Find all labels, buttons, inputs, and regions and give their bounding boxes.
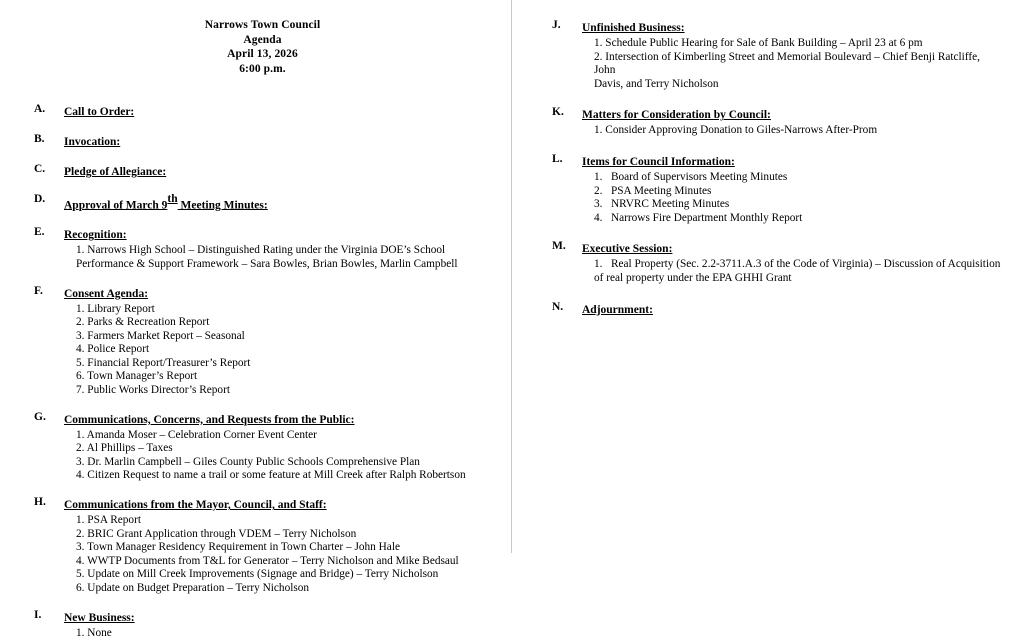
agenda-item-l [552, 152, 1004, 225]
item-title-part2: Meeting Minutes: [177, 199, 268, 212]
item-title: Matters for Consideration by Council: [582, 109, 771, 122]
list-item: Davis, and Terry Nicholson [594, 77, 719, 90]
item-letter: N. [552, 300, 564, 313]
agenda-item-c [34, 162, 491, 180]
list-item: 2. Intersection of Kimberling Street and Memorial Boulevard – Chief Benji Ratcliffe, John [594, 50, 983, 77]
item-body [582, 105, 1004, 138]
item-letter: E. [34, 226, 45, 239]
list-item: 1. Schedule Public Hearing for Sale of Bank Building – April 23 at 6 pm [594, 37, 923, 49]
list-item: 2. PSA Meeting Minutes [594, 184, 712, 197]
item-letter: K. [552, 106, 564, 119]
header-line-time: 6:00 p.m. [239, 62, 286, 75]
sub-list [64, 303, 491, 398]
sub-list [64, 429, 491, 483]
list-item: 5. Financial Report/Treasurer’s Report [76, 356, 251, 369]
agenda-item-i [34, 608, 491, 640]
agenda-item-f [34, 284, 491, 398]
agenda-item-e [34, 225, 491, 271]
item-title: Invocation: [64, 136, 121, 148]
list-item: 1. None [76, 626, 112, 639]
item-letter: I. [34, 608, 42, 621]
item-letter: H. [34, 496, 46, 509]
item-body [64, 495, 491, 596]
list-item: Performance & Support Framework – Sara Bowles, Brian Bowles, Marlin Campbell [76, 257, 458, 270]
sub-list [64, 244, 491, 271]
list-item: 3. Farmers Market Report – Seasonal [76, 329, 245, 342]
item-title: Executive Session: [582, 243, 673, 256]
item-title: Unfinished Business: [582, 22, 685, 34]
list-item: 2. Parks & Recreation Report [76, 316, 210, 329]
item-title: Adjournment: [582, 303, 653, 316]
item-letter: F. [34, 284, 43, 297]
item-body [582, 300, 1004, 318]
agenda-item-a [34, 102, 491, 120]
list-item: 1. Real Property (Sec. 2.2-3711.A.3 of the Code of Virginia) – Discussion of Acquisition [594, 258, 1001, 271]
agenda-item-b [34, 132, 491, 150]
item-title: Consent Agenda: [64, 287, 149, 300]
agenda-item-j [552, 18, 1004, 91]
header-line-doctype: Agenda [243, 33, 282, 46]
sub-list [582, 258, 1004, 285]
item-letter: B. [34, 133, 45, 145]
list-item: 6. Update on Budget Preparation – Terry Nicholson [76, 582, 310, 595]
item-letter: A. [34, 103, 46, 115]
document-header [34, 18, 491, 76]
agenda-item-h [34, 495, 491, 596]
agenda-item-n [552, 300, 1004, 318]
item-body [64, 284, 491, 398]
sub-list [582, 37, 1004, 91]
list-item: 2. Al Phillips – Taxes [76, 442, 173, 455]
agenda-item-g [34, 410, 491, 483]
list-item: 2. BRIC Grant Application through VDEM – Terry Nicholson [76, 527, 357, 540]
left-column [0, 0, 511, 639]
right-column [512, 0, 1024, 553]
item-letter: D. [34, 193, 46, 205]
list-item: 1. PSA Report [76, 514, 141, 527]
item-body [64, 410, 491, 483]
sub-list [582, 171, 1004, 225]
item-title: Call to Order: [64, 106, 135, 118]
list-item: of real property under the EPA GHHI Grant [594, 271, 792, 284]
sub-list [64, 514, 491, 596]
item-body [64, 192, 491, 213]
list-item: 4. WWTP Documents from T&L for Generator – Terry Nicholson and Mike Bedsaul [76, 554, 459, 567]
item-body [64, 162, 491, 180]
item-body [64, 608, 491, 640]
sub-list [64, 627, 491, 640]
item-letter: G. [34, 410, 46, 423]
agenda-item-m [552, 239, 1004, 285]
list-item: 1. Consider Approving Donation to Giles-Narrows After-Prom [594, 124, 878, 137]
list-item: 3. NRVRC Meeting Minutes [594, 198, 730, 211]
item-title: Recognition: [64, 229, 127, 242]
list-item: 3. Dr. Marlin Campbell – Giles County Public Schools Comprehensive Plan [76, 455, 420, 468]
item-title-superscript: th [167, 193, 178, 205]
list-item: 4. Citizen Request to name a trail or some feature at Mill Creek after Ralph Robertson [76, 469, 466, 482]
list-item: 3. Town Manager Residency Requirement in Town Charter – John Hale [76, 541, 400, 554]
item-body [64, 102, 491, 120]
header-line-organization: Narrows Town Council [204, 19, 321, 31]
item-letter: C. [34, 163, 46, 175]
item-body [64, 225, 491, 271]
item-body [582, 239, 1004, 285]
item-title: New Business: [64, 611, 135, 624]
item-title: Communications, Concerns, and Requests from the Public: [64, 413, 355, 426]
sub-list [582, 124, 1004, 138]
list-item: 1. Library Report [76, 302, 155, 315]
list-item: 1. Narrows High School – Distinguished Rating under the Virginia DOE’s School [76, 244, 446, 257]
item-letter: J. [552, 19, 561, 31]
agenda-item-d [34, 192, 491, 213]
list-item: 7. Public Works Director’s Report [76, 384, 230, 397]
item-body [582, 152, 1004, 225]
item-title: Pledge of Allegiance: [64, 166, 167, 178]
item-body [64, 132, 491, 150]
item-body [582, 18, 1004, 91]
item-letter: L. [552, 152, 563, 165]
item-letter: M. [552, 240, 566, 253]
list-item: 4. Police Report [76, 343, 150, 356]
item-title: Communications from the Mayor, Council, and Staff: [64, 499, 327, 512]
list-item: 4. Narrows Fire Department Monthly Report [594, 211, 803, 224]
item-title: Items for Council Information: [582, 155, 735, 168]
header-line-date: April 13, 2026 [227, 48, 298, 60]
list-item: 6. Town Manager’s Report [76, 370, 198, 383]
list-item: 1. Board of Supervisors Meeting Minutes [594, 170, 788, 183]
list-item: 1. Amanda Moser – Celebration Corner Event Center [76, 428, 317, 441]
item-title-part1: Approval of March 9 [64, 199, 168, 212]
agenda-item-k [552, 105, 1004, 138]
list-item: 5. Update on Mill Creek Improvements (Signage and Bridge) – Terry Nicholson [76, 568, 439, 581]
